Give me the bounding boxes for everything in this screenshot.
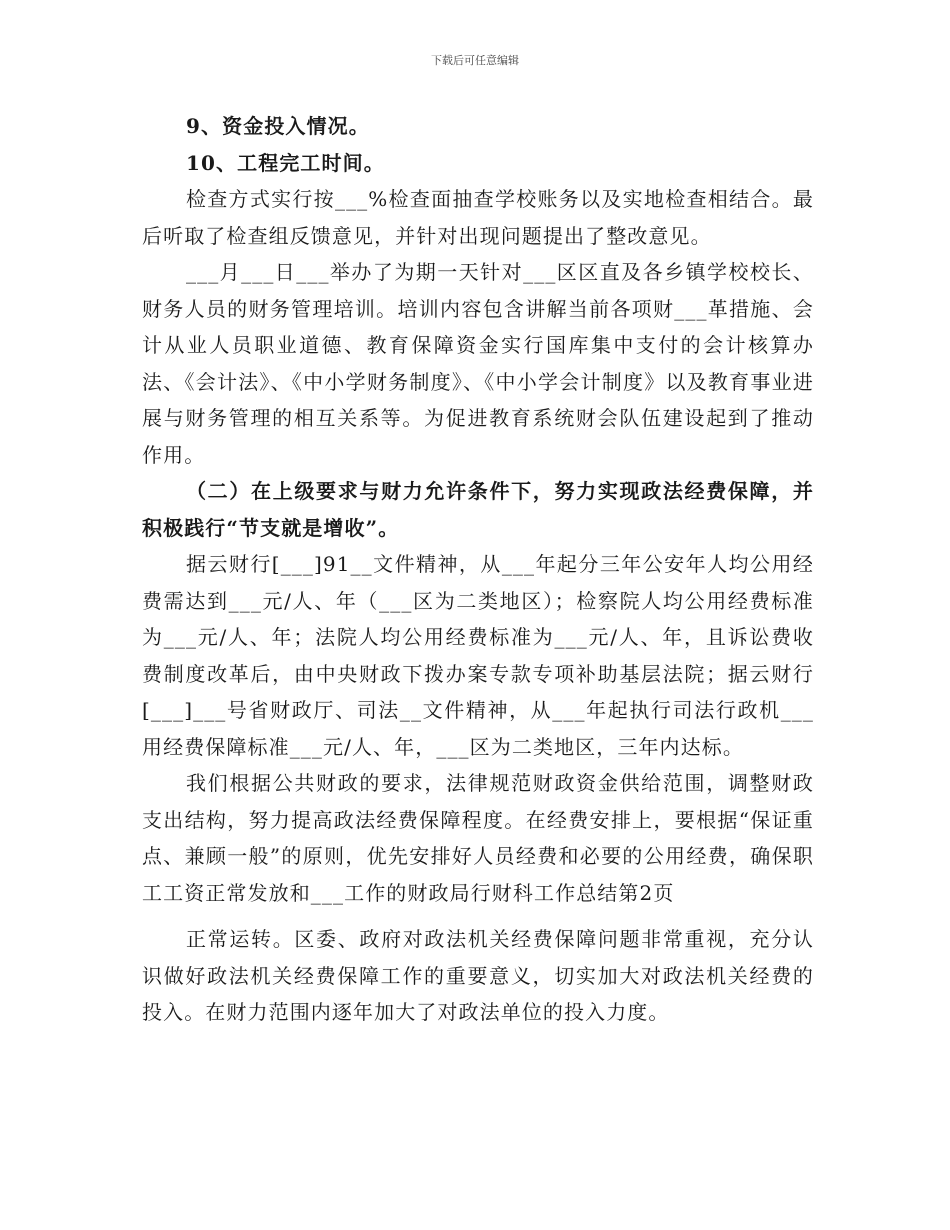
paragraph-inspection: 检查方式实行按___%检查面抽查学校账务以及实地检查相结合。最后听取了检查组反馈意见，并针对出现问题提出了整改意见。	[142, 187, 814, 248]
page-header: 下载后可任意编辑	[431, 54, 519, 67]
paragraph-operations: 正常运转。区委、政府对政法机关经费保障问题非常重视，充分认识做好政法机关经费保障工作的重要意义，切实加大对政法机关经费的投入。在财力范围内逐年加大了对政法单位的投入力度。	[142, 927, 814, 1024]
list-item-10: 10、工程完工时间。	[186, 150, 385, 175]
document-body	[142, 108, 814, 1031]
list-item-9: 9、资金投入情况。	[186, 114, 370, 138]
paragraph-training: ___月___日___举办了为期一天针对___区区直及各乡镇学校校长、财务人员的财务管理培训。培训内容包含讲解当前各项财___革措施、会计从业人员职业道德、教育保障资金实行国库集中支付的会计核算办法、《会计法》、《中小学财务制度》、《中小学会计制度》以及教育事业进展与财务管理的相互关系等。为促进教育系统财会队伍建设起到了推动作用。	[142, 260, 814, 467]
paragraph-fiscal-priorities: 我们根据公共财政的要求，法律规范财政资金供给范围，调整财政支出结构，努力提高政法经费保障程度。在经费安排上，要根据“保证重点、兼顾一般”的原则，优先安排好人员经费和必要的公用经费，确保职工工资正常发放和___工作的财政局行财科工作总结第2页	[142, 771, 814, 905]
section-heading-2: （二）在上级要求与财力允许条件下，努力实现政法经费保障，并积极践行“节支就是增收”。	[142, 479, 814, 540]
paragraph-document-standards: 据云财行[___]91__文件精神，从___年起分三年公安年人均公用经费需达到___元/人、年（___区为二类地区）；检察院人均公用经费标准为___元/人、年；法院人均公用经费标准为___元/人、年，且诉讼费收费制度改革后，由中央财政下拨办案专款专项补助基层法院；据云财行[___]___号省财政厅、司法__文件精神，从___年起执行司法行政机___用经费保障标准___元/人、年，___区为二类地区，三年内达标。	[142, 552, 814, 759]
